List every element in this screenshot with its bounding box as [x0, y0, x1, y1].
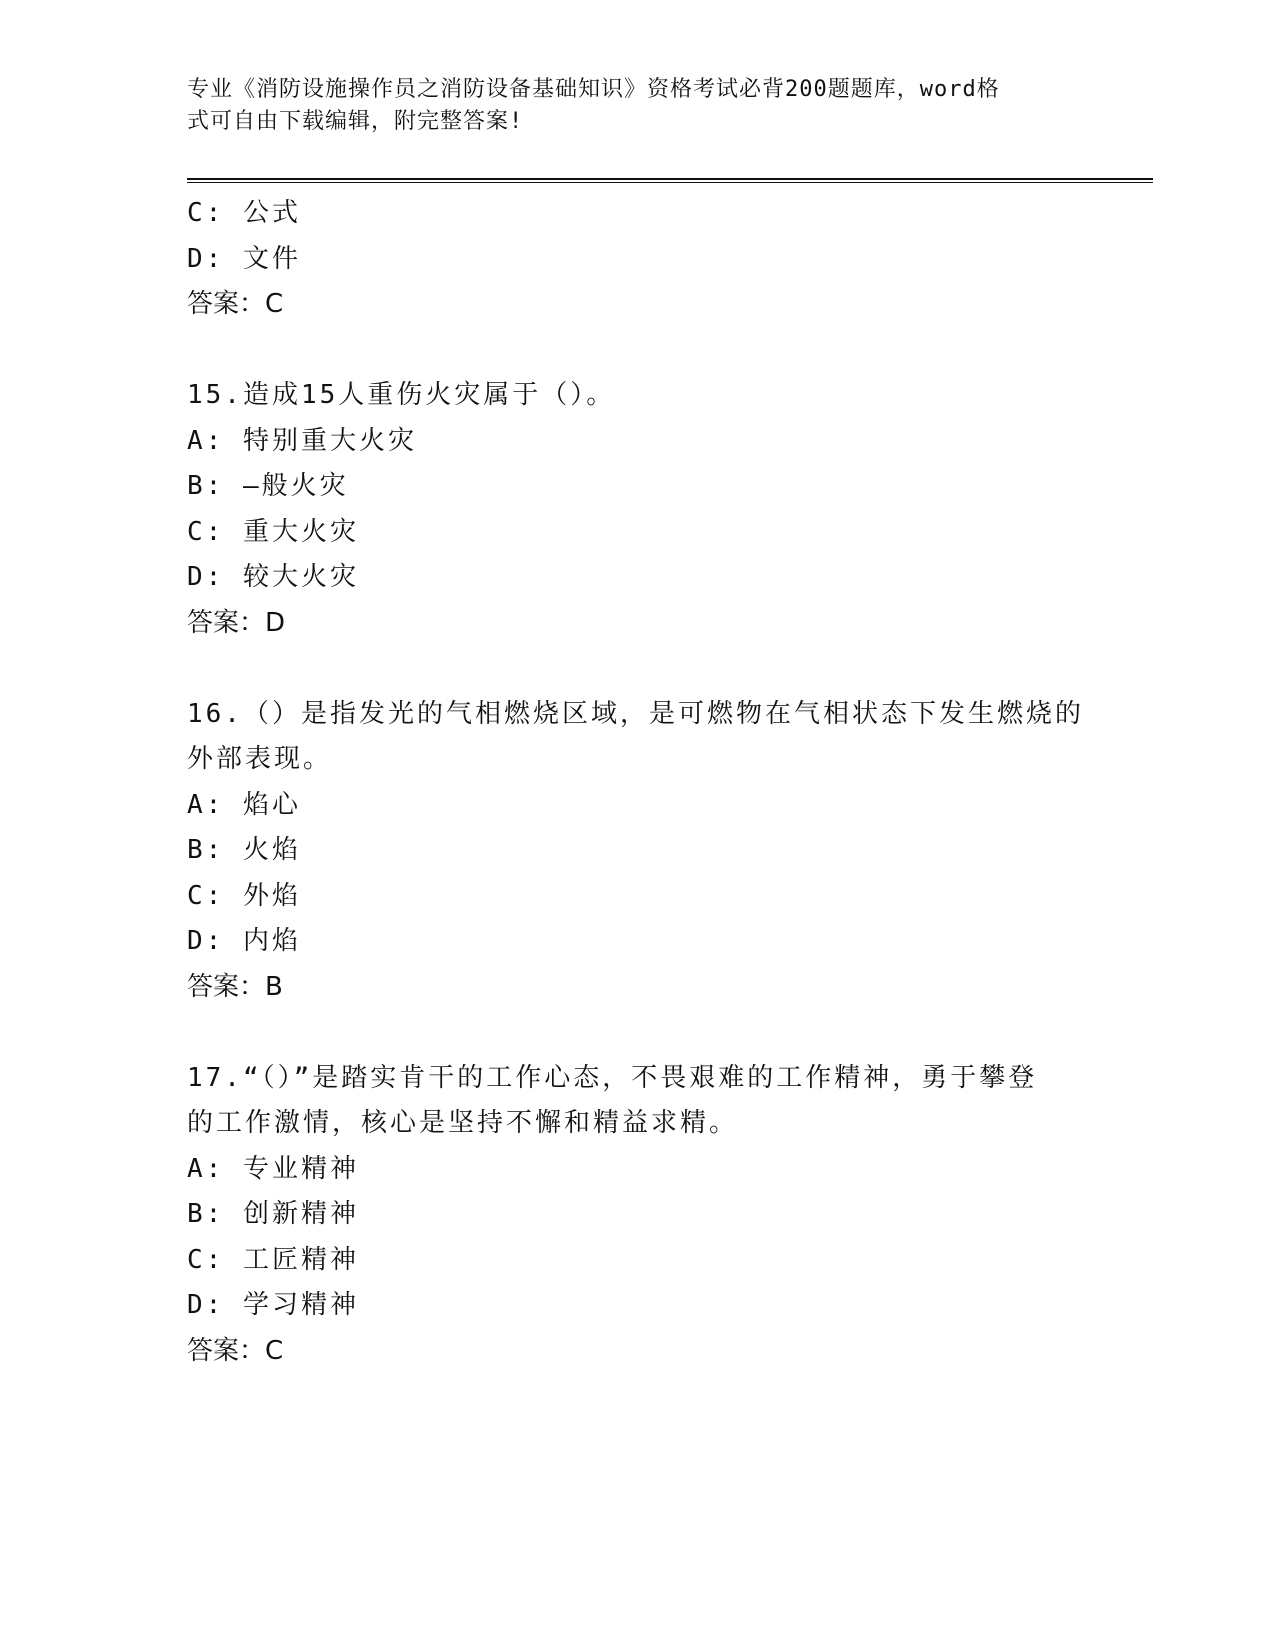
- spacer: [187, 646, 1087, 692]
- header-divider: [187, 178, 1153, 183]
- header-line-1: 专业《消防设施操作员之消防设备基础知识》资格考试必背200题题库，word格: [187, 77, 1000, 102]
- option-d: D: 较大火灾: [187, 562, 359, 592]
- answer-line: 答案：D: [187, 607, 286, 638]
- option-c: C: 重大火灾: [187, 516, 359, 547]
- option-a: A: 特别重大火灾: [187, 425, 417, 456]
- option-d: D: 内焰: [187, 926, 301, 956]
- option-a: A: 专业精神: [187, 1153, 359, 1184]
- answer-line: 答案：C: [187, 1335, 284, 1366]
- question-stem-continued: 的工作激情，核心是坚持不懈和精益求精。: [187, 1108, 739, 1138]
- spacer: [187, 1010, 1087, 1056]
- option-c: C: 外焰: [187, 880, 301, 911]
- option-c: C: 公式: [187, 198, 301, 228]
- question-stem: 16.（）是指发光的气相燃烧区域，是可燃物在气相状态下发生燃烧的: [187, 698, 1084, 729]
- option-a: A: 焰心: [187, 789, 301, 820]
- question-list: [187, 191, 1087, 1374]
- answer-line: 答案：B: [187, 971, 283, 1002]
- question-stem-continued: 外部表现。: [187, 744, 333, 774]
- question-stem: 15.造成15人重伤火灾属于（）。: [187, 380, 616, 410]
- option-d: D: 文件: [187, 243, 301, 274]
- option-b: B: —般火灾: [187, 471, 349, 501]
- option-c: C: 工匠精神: [187, 1244, 359, 1275]
- question-stem: 17.“（）”是踏实肯干的工作心态，不畏艰难的工作精神，勇于攀登: [187, 1062, 1038, 1093]
- option-d: D: 学习精神: [187, 1290, 359, 1320]
- header-line-2: 式可自由下载编辑，附完整答案!: [187, 109, 524, 134]
- option-b: B: 火焰: [187, 835, 301, 865]
- option-b: B: 创新精神: [187, 1199, 359, 1229]
- answer-line: 答案：C: [187, 289, 284, 319]
- document-header: [187, 74, 1067, 138]
- spacer: [187, 328, 1087, 374]
